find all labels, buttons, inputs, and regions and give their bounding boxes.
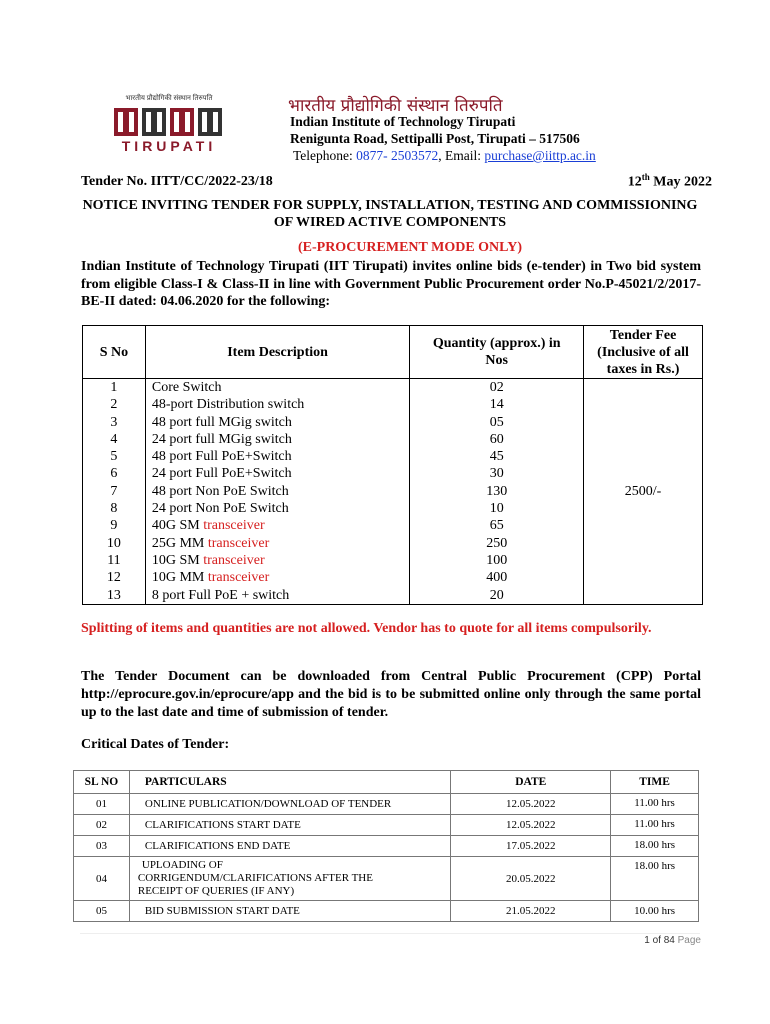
particulars-cell: BID SUBMISSION START DATE [129,901,451,922]
item-name-highlight: transceiver [207,535,270,551]
items-quantity-cell [410,379,584,605]
col-header-time: TIME [611,771,699,794]
sl-no-cell: 03 [74,836,130,857]
col-header-description: Item Description [145,326,409,379]
date-cell: 20.05.2022 [451,857,611,901]
table-row [74,901,699,922]
sno-value: 3 [110,414,118,430]
col-header-quantity: Quantity (approx.) in Nos [410,326,584,379]
particulars-line: RECEIPT OF QUERIES (IF ANY) [137,885,295,897]
col-header-date: DATE [451,771,611,794]
item-description [152,465,409,482]
item-name: Core Switch [151,380,222,395]
particulars-cell [129,857,451,901]
footer-divider [80,933,700,934]
item-description [152,587,409,604]
table-row [74,857,699,901]
items-row [83,379,703,605]
item-name-highlight: transceiver [203,518,265,534]
quantity-value: 02 [489,380,504,395]
item-name: 25G MM [151,535,208,551]
time-cell: 11.00 hrs [611,815,699,836]
item-description [152,535,409,552]
sno-value: 2 [110,397,118,413]
tender-number: Tender No. IITT/CC/2022-23/18 [81,174,273,189]
tender-date [628,172,712,191]
date-cell: 21.05.2022 [451,901,611,922]
procurement-mode: (E-PROCUREMENT MODE ONLY) [297,240,522,255]
sno-value: 11 [107,552,121,568]
quantity-value: 250 [486,535,508,551]
quantity-value: 60 [489,431,504,447]
sno-value: 8 [110,501,118,517]
item-name: 24 port Non PoE Switch [151,501,289,517]
item-name-highlight: transceiver [203,552,265,568]
tender-date-day: 12 [627,174,642,190]
item-name: 24 port Full PoE+Switch [151,466,292,482]
item-description [152,379,409,396]
sno-value: 5 [110,449,118,465]
page-number: 1 of 84 [644,935,675,946]
tender-date-rest: May 2022 [649,174,712,190]
date-cell: 12.05.2022 [451,794,611,815]
quantity-value: 14 [489,397,504,413]
sno-value: 13 [106,587,121,603]
item-name: 48 port full MGig switch [151,414,292,430]
item-description [152,500,409,517]
letterhead [0,0,770,170]
logo-hindi-text: भारतीय प्रौद्योगिकी संस्थान तिरुपति [125,94,213,102]
sno-value: 4 [110,431,118,447]
quantity-value: 20 [489,587,504,603]
quantity-value: 65 [489,518,504,534]
item-description [152,517,409,534]
table-row [74,815,699,836]
logo-name: TIRUPATI [121,138,217,154]
item-name: 24 port full MGig switch [151,431,292,447]
col-header-sl-no: SL NO [74,771,130,794]
table-row [74,836,699,857]
particulars-line: CORRIGENDUM/CLARIFICATIONS AFTER THE [137,872,373,884]
item-description [152,552,409,569]
sno-value: 10 [106,535,121,551]
sno-value: 7 [110,483,118,499]
items-table [82,325,703,605]
particulars-cell: CLARIFICATIONS END DATE [129,836,451,857]
col-header-tender-fee: Tender Fee (Inclusive of all taxes in Rs.) [584,326,703,379]
table-row [74,794,699,815]
item-description [152,483,409,500]
item-name: 48-port Distribution switch [151,397,305,413]
particulars-line: UPLOADING OF [141,859,223,871]
item-name: 8 port Full PoE + switch [151,587,290,603]
item-name: 10G MM [151,570,208,586]
email-link[interactable]: purchase@iittp.ac.in [484,148,596,163]
intro-paragraph: Indian Institute of Technology Tirupati (IIT Tirupati) invites online bids (e-tender) in Two bid system from eligible Class-I & Class-II in line with Government Public Procurement order No.P-45021/2/2017-BE-II dated: 04.06.2020 for the following: [81,259,701,309]
item-description [152,448,409,465]
item-description [152,431,409,448]
sl-no-cell: 02 [74,815,130,836]
institute-address: Renigunta Road, Settipalli Post, Tirupati – 517506 [290,131,580,146]
sl-no-cell: 05 [74,901,130,922]
col-header-sno: S No [83,326,146,379]
items-description-cell [145,379,409,605]
time-cell: 10.00 hrs [611,901,699,922]
item-name-highlight: transceiver [207,570,270,586]
item-name: 48 port Non PoE Switch [151,483,289,499]
sno-value: 1 [110,380,118,395]
sl-no-cell: 04 [74,857,130,901]
sno-value: 6 [110,466,118,482]
sl-no-cell: 01 [74,794,130,815]
tender-date-suffix: th [641,172,650,182]
download-note: The Tender Document can be downloaded from Central Public Procurement (CPP) Portal http://eprocure.gov.in/eprocure/app and the bid is to be submitted online only through the same portal up to the last date and time of submission of tender. [81,669,701,720]
particulars-cell: ONLINE PUBLICATION/DOWNLOAD OF TENDER [129,794,451,815]
quantity-value: 30 [489,466,504,482]
time-cell: 11.00 hrs [611,794,699,815]
telephone-number: 0877- 2503572 [356,148,439,163]
col-header-particulars: PARTICULARS [129,771,451,794]
item-description [152,569,409,586]
items-sno-cell [83,379,146,605]
logo-emblem-icon [112,106,226,138]
date-cell: 12.05.2022 [451,815,611,836]
institute-name: Indian Institute of Technology Tirupati [290,114,516,129]
item-name: 40G SM [151,518,204,534]
item-name: 48 port Full PoE+Switch [151,449,292,465]
quantity-value: 100 [486,552,508,568]
telephone-label: Telephone: [293,148,357,163]
critical-dates-table [73,770,699,922]
time-cell: 18.00 hrs [611,857,699,901]
email-label: , Email: [438,148,485,163]
sno-value: 9 [110,518,118,534]
time-cell: 18.00 hrs [611,836,699,857]
quantity-value: 130 [486,483,508,499]
iit-tirupati-logo [108,94,230,156]
date-cell: 17.05.2022 [451,836,611,857]
particulars-cell: CLARIFICATIONS START DATE [129,815,451,836]
quantity-value: 05 [489,414,504,430]
item-description [152,414,409,431]
splitting-note: Splitting of items and quantities are not allowed. Vendor has to quote for all items compulsorily. [81,621,652,636]
tender-fee-value: 2500/- [584,379,703,605]
page-label: Page [677,935,701,946]
notice-title: NOTICE INVITING TENDER FOR SUPPLY, INSTALLATION, TESTING AND COMMISSIONING OF WIRED ACTIVE COMPONENTS [82,198,698,230]
quantity-value: 45 [489,449,504,465]
quantity-value: 400 [486,570,508,586]
contact-line [293,148,596,164]
institute-name-hindi: भारतीय प्रौद्योगिकी संस्थान तिरुपति [288,96,503,116]
sno-value: 12 [106,570,121,586]
item-description [152,396,409,413]
critical-dates-title: Critical Dates of Tender: [81,737,230,752]
item-name: 10G SM [151,552,204,568]
quantity-value: 10 [489,501,504,517]
page-footer [644,935,701,946]
